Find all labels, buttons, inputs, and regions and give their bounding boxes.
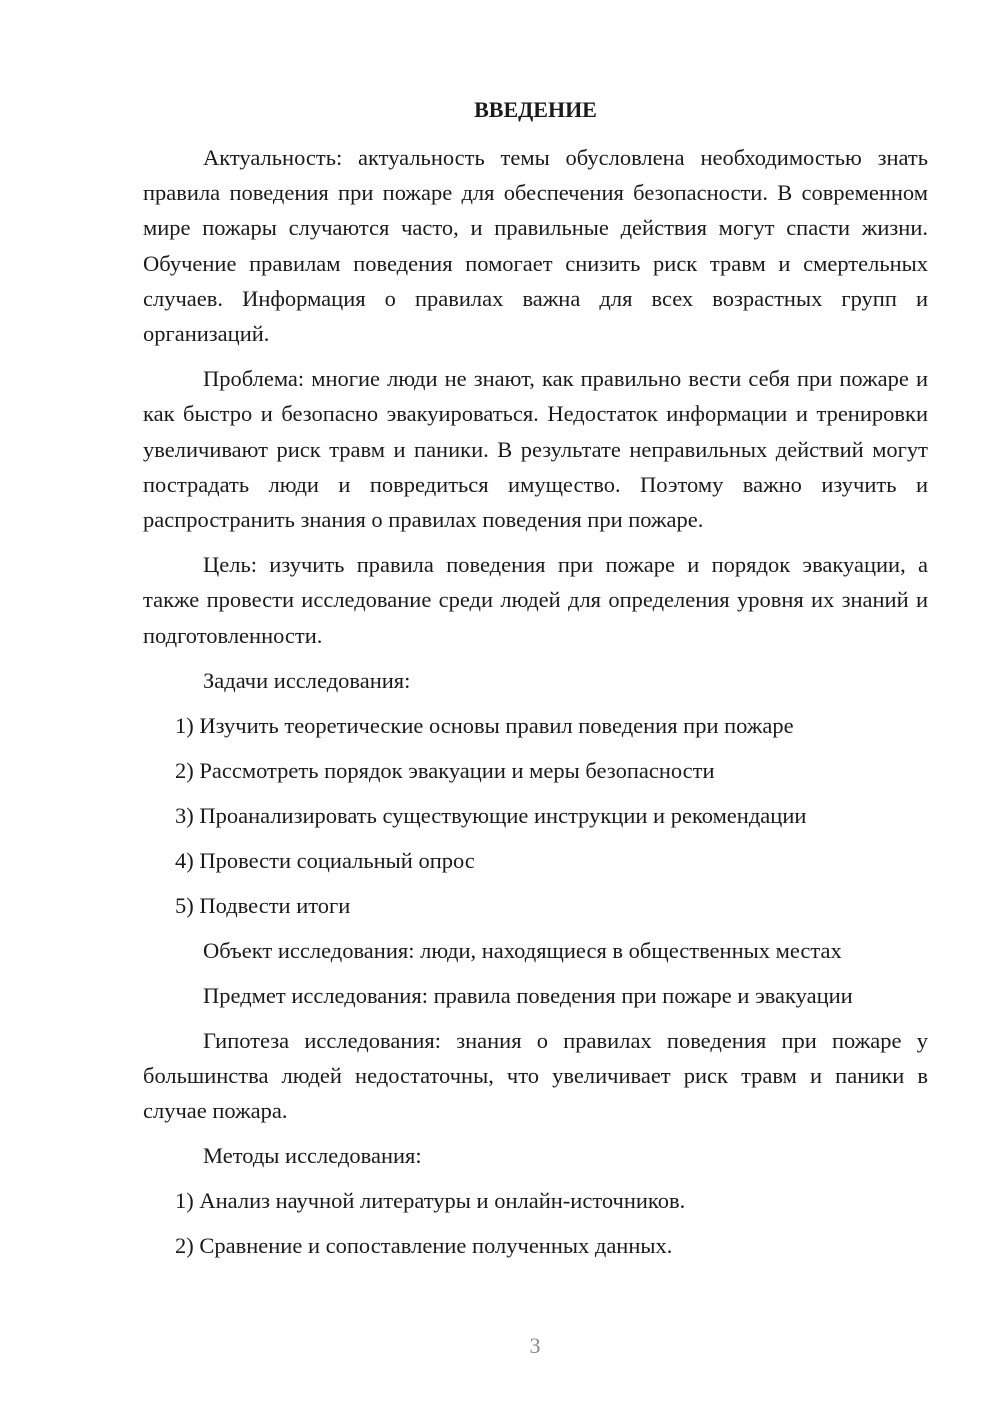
paragraph-hypothesis: Гипотеза исследования: знания о правилах поведения при пожаре у большинства людей недостаточны, что увеличивает риск травм и паники в случае пожара. (143, 1027, 928, 1124)
methods-heading: Методы исследования: (203, 1143, 422, 1169)
list-item: 2) Сравнение и сопоставление полученных данных. (175, 1233, 673, 1259)
page-content (143, 94, 928, 1273)
research-subject: Предмет исследования: правила поведения при пожаре и эвакуации (203, 982, 853, 1008)
list-item: 2) Рассмотреть порядок эвакуации и меры безопасности (175, 757, 715, 783)
list-item: 1) Изучить теоретические основы правил поведения при пожаре (175, 712, 794, 738)
methods-list (143, 1183, 928, 1263)
list-item: 5) Подвести итоги (175, 892, 351, 918)
research-object: Объект исследования: люди, находящиеся в общественных местах (203, 937, 842, 963)
list-item: 1) Анализ научной литературы и онлайн-источников. (175, 1188, 686, 1214)
list-item: 3) Проанализировать существующие инструкции и рекомендации (175, 802, 807, 828)
paragraph-actuality: Актуальность: актуальность темы обусловлена необходимостью знать правила поведения при пожаре для обеспечения безопасности. В современном мире пожары случаются часто, и правильные действия могут спасти жизни. Обучение правилам поведения помогает снизить риск травм и смертельных случаев. Информация о правилах важна для всех возрастных групп и организаций. (143, 145, 928, 347)
paragraph-goal: Цель: изучить правила поведения при пожаре и порядок эвакуации, а также провести исследование среди людей для определения уровня их знаний и подготовленности. (143, 552, 928, 648)
page-number: 3 (529, 1333, 541, 1358)
tasks-heading: Задачи исследования: (203, 667, 411, 693)
section-title: ВВЕДЕНИЕ (474, 97, 597, 122)
list-item: 4) Провести социальный опрос (175, 847, 475, 873)
tasks-list (143, 708, 928, 923)
paragraph-problem: Проблема: многие люди не знают, как правильно вести себя при пожаре и как быстро и безопасно эвакуироваться. Недостаток информации и тренировки увеличивают риск травм и паники. В результате неправильных действий могут пострадать люди и повредиться имущество. Поэтому важно изучить и распространить знания о правилах поведения при пожаре. (143, 366, 928, 533)
